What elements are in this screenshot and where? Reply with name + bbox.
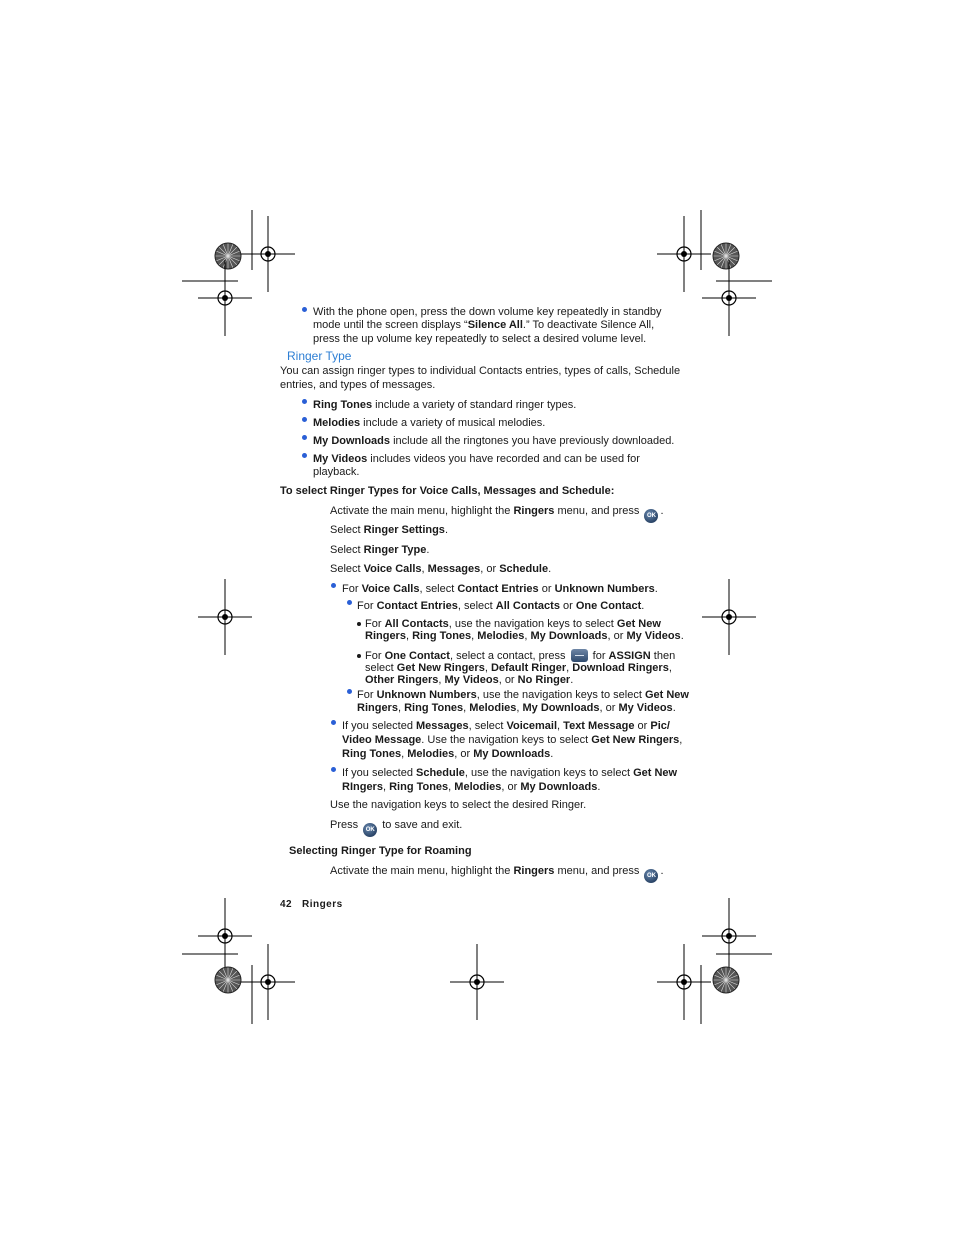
section-title: Ringer Type: [287, 349, 352, 363]
messages-item-1: If you selected Messages, select Voicemail, Text Message or Pic/: [342, 720, 670, 732]
silence-line-2: mode until the screen displays “Silence All.” To deactivate Silence All,: [313, 319, 655, 331]
bullet-dot: [302, 453, 307, 458]
type-melodies: Melodies include a variety of musical melodies.: [313, 417, 546, 429]
bullet-dot: [331, 767, 336, 772]
step-ringer-settings: Select Ringer Settings.: [330, 524, 448, 536]
intro-line-2: entries, and types of messages.: [280, 379, 436, 391]
roaming-heading: Selecting Ringer Type for Roaming: [289, 845, 472, 857]
silence-line-3: press the up volume key repeatedly to select a desired volume level.: [313, 333, 647, 345]
type-my-downloads: My Downloads include all the ringtones you have previously downloaded.: [313, 435, 675, 447]
contact-entries-item: For Contact Entries, select All Contacts or One Contact.: [357, 600, 645, 612]
step-ringer-type: Select Ringer Type.: [330, 544, 430, 556]
step-navigate: Use the navigation keys to select the desired Ringer.: [330, 799, 587, 811]
bullet-dot: [347, 600, 352, 605]
step-activate: Activate the main menu, highlight the Ringers menu, and press OK .: [330, 504, 664, 523]
bullet-dot: [302, 417, 307, 422]
messages-item-2: Video Message. Use the navigation keys to select Get New Ringers,: [342, 734, 683, 746]
ok-key-icon: OK: [644, 509, 658, 523]
bullet-dot: [302, 399, 307, 404]
roaming-step-activate: Activate the main menu, highlight the Ringers menu, and press OK .: [330, 864, 664, 883]
bullet-dot: [331, 583, 336, 588]
step-press-ok: Press OK to save and exit.: [330, 818, 462, 837]
intro-line-1: You can assign ringer types to individual Contacts entries, types of calls, Schedule: [280, 365, 681, 377]
type-ring-tones: Ring Tones include a variety of standard ringer types.: [313, 399, 577, 411]
bullet-dot: [347, 689, 352, 694]
procedure-heading: To select Ringer Types for Voice Calls, Messages and Schedule:: [280, 485, 615, 497]
bullet-dot: [331, 720, 336, 725]
bullet-dot: [357, 622, 361, 626]
messages-item-3: Ring Tones, Melodies, or My Downloads.: [342, 748, 554, 760]
ok-key-icon: OK: [363, 823, 377, 837]
schedule-item-1: If you selected Schedule, use the navigation keys to select Get New: [342, 767, 678, 779]
schedule-item-2: RIngers, Ring Tones, Melodies, or My Downloads.: [342, 781, 601, 793]
voice-calls-item: For Voice Calls, select Contact Entries or Unknown Numbers.: [342, 583, 658, 595]
page-number: 42: [280, 899, 293, 910]
one-contact-item-2: select Get New Ringers, Default Ringer, Download Ringers,: [365, 662, 672, 674]
bullet-dot: [357, 654, 361, 658]
step-select-category: Select Voice Calls, Messages, or Schedule.: [330, 563, 552, 575]
unknown-numbers-item-2: Ringers, Ring Tones, Melodies, My Downloads, or My Videos.: [357, 702, 676, 714]
bullet-dot: [302, 435, 307, 440]
silence-line-1: With the phone open, press the down volume key repeatedly in standby: [313, 306, 662, 318]
all-contacts-item-1: For All Contacts, use the navigation keys to select Get New: [365, 618, 661, 630]
all-contacts-item-2: Ringers, Ring Tones, Melodies, My Downloads, or My Videos.: [365, 630, 684, 642]
one-contact-item-3: Other Ringers, My Videos, or No Ringer.: [365, 674, 574, 686]
one-contact-item-1: For One Contact, select a contact, press for ASSIGN then: [365, 650, 676, 662]
bullet-dot: [302, 307, 307, 312]
ok-key-icon: OK: [644, 869, 658, 883]
section-name: Ringers: [301, 899, 343, 910]
unknown-numbers-item-1: For Unknown Numbers, use the navigation keys to select Get New: [357, 689, 689, 701]
type-my-videos: My Videos includes videos you have recorded and can be used for: [313, 453, 640, 465]
type-my-videos-cont: playback.: [313, 466, 360, 478]
page-footer: [280, 898, 343, 912]
